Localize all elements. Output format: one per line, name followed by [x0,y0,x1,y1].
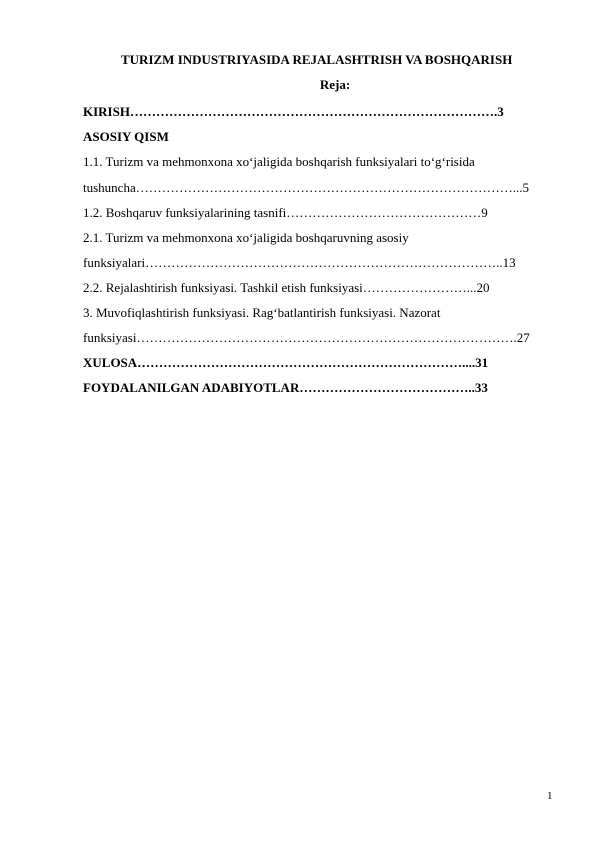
toc-entry-2-1-line2: funksiyalari………………………………………………………………………..13 [83,255,516,270]
page-number: 1 [547,790,553,802]
plan-heading: Reja: [319,77,351,92]
toc-entry-1-2: 1.2. Boshqaruv funksiyalarining tasnifi………………………………………9 [83,205,488,220]
toc-heading-asosiy-qism: ASOSIY QISM [83,129,169,144]
toc-entry-2-2: 2.2. Rejalashtirish funksiyasi. Tashkil etish funksiyasi……………………...20 [83,280,490,295]
toc-entry-1-1-line1: 1.1. Turizm va mehmonxona xo‘jaligida boshqarish funksiyalari to‘g‘risida [83,154,475,169]
toc-entry-3-line1: 3. Muvofiqlashtirish funksiyasi. Rag‘batlantirish funksiyasi. Nazorat [83,305,441,320]
toc-entry-xulosa: XULOSA…………………………………………………………………....31 [83,355,489,370]
toc-entry-1-1-line2: tushuncha……………………………………………………………………………...5 [83,180,529,195]
toc-entry-3-line2: funksiyasi…………………………………………………………………………….27 [83,330,530,345]
document-title: TURIZM INDUSTRIYASIDA REJALASHTRISH VA BOSHQARISH [121,52,513,67]
toc-entry-2-1-line1: 2.1. Turizm va mehmonxona xo‘jaligida boshqaruvning asosiy [83,230,409,245]
toc-entry-kirish: KIRISH………………………………………………………………………….3 [83,104,504,119]
toc-entry-adabiyotlar: FOYDALANILGAN ADABIYOTLAR…………………………………..33 [83,380,488,395]
